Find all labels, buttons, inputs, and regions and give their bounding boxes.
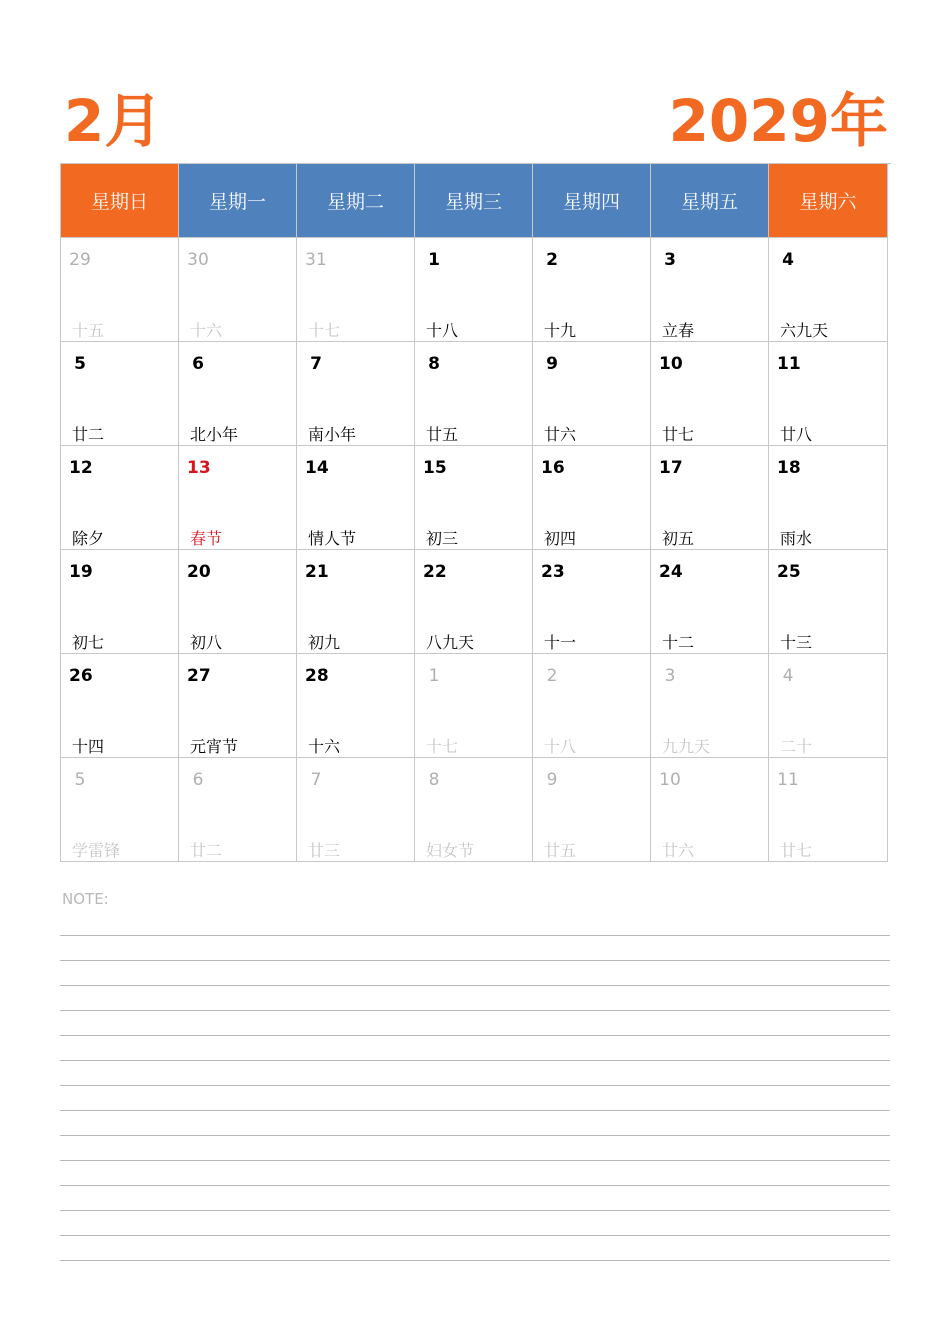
- calendar-week-row: [61, 654, 891, 758]
- day-number: 17: [659, 458, 683, 478]
- day-number: 20: [187, 562, 211, 582]
- day-cell[interactable]: [769, 238, 888, 342]
- day-cell[interactable]: [297, 654, 415, 758]
- lunar-date-label: 元宵节: [190, 737, 239, 756]
- year-title: 2029年: [668, 87, 888, 155]
- note-line: [60, 1086, 890, 1111]
- lunar-date-label: 廿五: [426, 425, 459, 444]
- lunar-date-label: 初九: [308, 633, 341, 652]
- day-number: 8: [428, 770, 440, 790]
- weekday-header-thursday: 星期四: [533, 164, 651, 238]
- note-line: [60, 1011, 890, 1036]
- day-cell[interactable]: [61, 446, 179, 550]
- day-number: 13: [187, 458, 211, 478]
- lunar-date-label: 八九天: [426, 633, 475, 652]
- lunar-date-label: 廿八: [780, 425, 813, 444]
- lunar-date-label: 立春: [662, 321, 695, 340]
- lunar-date-label: 九九天: [662, 737, 711, 756]
- lunar-date-label: 学雷锋: [72, 841, 121, 860]
- day-number: 3: [664, 250, 676, 270]
- day-cell[interactable]: [179, 654, 297, 758]
- lunar-date-label: 初八: [190, 633, 223, 652]
- day-number: 1: [428, 666, 440, 686]
- note-label: NOTE:: [62, 890, 109, 908]
- calendar-week-row: [61, 342, 891, 446]
- day-number: 5: [74, 770, 86, 790]
- day-cell[interactable]: [769, 550, 888, 654]
- day-cell[interactable]: [533, 342, 651, 446]
- day-number: 14: [305, 458, 329, 478]
- day-number: 12: [69, 458, 93, 478]
- day-cell[interactable]: [61, 342, 179, 446]
- lunar-date-label: 廿七: [662, 425, 695, 444]
- lunar-date-label: 廿三: [308, 841, 341, 860]
- day-cell-adjacent-month[interactable]: [179, 238, 297, 342]
- day-cell[interactable]: [533, 446, 651, 550]
- note-line: [60, 1061, 890, 1086]
- day-cell-adjacent-month[interactable]: [651, 654, 769, 758]
- day-cell[interactable]: [297, 550, 415, 654]
- day-number: 24: [659, 562, 683, 582]
- calendar-grid: [60, 163, 891, 862]
- day-number: 10: [659, 354, 683, 374]
- lunar-date-label: 二十: [780, 737, 813, 756]
- day-number: 7: [310, 770, 322, 790]
- lunar-date-label: 妇女节: [426, 841, 475, 860]
- day-cell-adjacent-month[interactable]: [533, 758, 651, 862]
- lunar-date-label: 十八: [426, 321, 459, 340]
- day-number: 11: [777, 770, 799, 790]
- day-cell[interactable]: [651, 446, 769, 550]
- day-number: 6: [192, 770, 204, 790]
- day-number: 31: [305, 250, 327, 270]
- weekday-header-friday: 星期五: [651, 164, 769, 238]
- day-number: 19: [69, 562, 93, 582]
- day-number: 16: [541, 458, 565, 478]
- day-number: 25: [777, 562, 801, 582]
- day-cell[interactable]: [769, 342, 888, 446]
- calendar-weeks: [61, 238, 891, 862]
- day-number: 29: [69, 250, 91, 270]
- note-lines[interactable]: [60, 911, 890, 1261]
- lunar-date-label: 十七: [308, 321, 341, 340]
- day-cell-adjacent-month[interactable]: [415, 758, 533, 862]
- day-cell-adjacent-month[interactable]: [297, 238, 415, 342]
- lunar-date-label: 十六: [190, 321, 223, 340]
- day-cell-adjacent-month[interactable]: [61, 758, 179, 862]
- lunar-date-label: 北小年: [190, 425, 239, 444]
- day-number: 23: [541, 562, 565, 582]
- day-number: 4: [782, 666, 794, 686]
- note-line: [60, 1111, 890, 1136]
- lunar-date-label: 十七: [426, 737, 459, 756]
- day-cell[interactable]: [179, 446, 297, 550]
- day-number: 1: [428, 250, 440, 270]
- lunar-date-label: 廿二: [72, 425, 105, 444]
- day-cell[interactable]: [415, 446, 533, 550]
- day-number: 7: [310, 354, 322, 374]
- day-number: 2: [546, 250, 558, 270]
- day-cell[interactable]: [415, 342, 533, 446]
- day-number: 22: [423, 562, 447, 582]
- lunar-date-label: 除夕: [72, 529, 105, 548]
- calendar-week-row: [61, 550, 891, 654]
- note-line: [60, 1186, 890, 1211]
- lunar-date-label: 廿七: [780, 841, 813, 860]
- day-cell-adjacent-month[interactable]: [533, 654, 651, 758]
- day-cell[interactable]: [297, 342, 415, 446]
- day-number: 10: [659, 770, 681, 790]
- lunar-date-label: 初七: [72, 633, 105, 652]
- day-cell-adjacent-month[interactable]: [769, 758, 888, 862]
- day-cell[interactable]: [651, 238, 769, 342]
- day-cell[interactable]: [179, 550, 297, 654]
- day-cell[interactable]: [415, 550, 533, 654]
- calendar-week-row: [61, 758, 891, 862]
- note-line: [60, 986, 890, 1011]
- day-number: 11: [777, 354, 801, 374]
- day-cell-adjacent-month[interactable]: [415, 654, 533, 758]
- weekday-header-row: [61, 164, 891, 238]
- calendar-week-row: [61, 238, 891, 342]
- lunar-date-label: 雨水: [780, 529, 813, 548]
- day-cell[interactable]: [179, 342, 297, 446]
- day-cell[interactable]: [297, 446, 415, 550]
- day-number: 28: [305, 666, 329, 686]
- lunar-date-label: 十八: [544, 737, 577, 756]
- lunar-date-label: 廿六: [544, 425, 577, 444]
- note-line: [60, 961, 890, 986]
- lunar-date-label: 十六: [308, 737, 341, 756]
- day-cell-adjacent-month[interactable]: [297, 758, 415, 862]
- note-line: [60, 1036, 890, 1061]
- note-line: [60, 1161, 890, 1186]
- month-title: 2月: [64, 87, 163, 155]
- day-cell-adjacent-month[interactable]: [651, 758, 769, 862]
- day-number: 30: [187, 250, 209, 270]
- day-cell[interactable]: [651, 550, 769, 654]
- day-cell-adjacent-month[interactable]: [61, 238, 179, 342]
- day-cell[interactable]: [61, 550, 179, 654]
- note-line: [60, 911, 890, 936]
- lunar-date-label: 初三: [426, 529, 459, 548]
- day-number: 9: [546, 770, 558, 790]
- day-cell[interactable]: [533, 550, 651, 654]
- day-cell[interactable]: [651, 342, 769, 446]
- lunar-date-label: 十一: [544, 633, 577, 652]
- weekday-header-wednesday: 星期三: [415, 164, 533, 238]
- day-cell[interactable]: [415, 238, 533, 342]
- lunar-date-label: 六九天: [780, 321, 829, 340]
- lunar-date-label: 初五: [662, 529, 695, 548]
- day-number: 26: [69, 666, 93, 686]
- lunar-date-label: 十四: [72, 737, 105, 756]
- day-number: 5: [74, 354, 86, 374]
- day-number: 18: [777, 458, 801, 478]
- lunar-date-label: 廿六: [662, 841, 695, 860]
- day-cell-adjacent-month[interactable]: [769, 654, 888, 758]
- day-number: 8: [428, 354, 440, 374]
- lunar-date-label: 初四: [544, 529, 577, 548]
- day-cell-adjacent-month[interactable]: [179, 758, 297, 862]
- lunar-date-label: 春节: [190, 529, 223, 548]
- calendar-week-row: [61, 446, 891, 550]
- weekday-header-monday: 星期一: [179, 164, 297, 238]
- day-number: 4: [782, 250, 794, 270]
- day-number: 21: [305, 562, 329, 582]
- day-number: 3: [664, 666, 676, 686]
- note-line: [60, 1136, 890, 1161]
- day-cell[interactable]: [533, 238, 651, 342]
- lunar-date-label: 十五: [72, 321, 105, 340]
- day-number: 9: [546, 354, 558, 374]
- day-number: 15: [423, 458, 447, 478]
- day-cell[interactable]: [769, 446, 888, 550]
- day-number: 6: [192, 354, 204, 374]
- note-line: [60, 1211, 890, 1236]
- lunar-date-label: 十二: [662, 633, 695, 652]
- note-line: [60, 1236, 890, 1261]
- lunar-date-label: 十九: [544, 321, 577, 340]
- lunar-date-label: 南小年: [308, 425, 357, 444]
- weekday-header-saturday: 星期六: [769, 164, 888, 238]
- lunar-date-label: 廿二: [190, 841, 223, 860]
- lunar-date-label: 十三: [780, 633, 813, 652]
- day-cell[interactable]: [61, 654, 179, 758]
- note-line: [60, 936, 890, 961]
- weekday-header-sunday: 星期日: [61, 164, 179, 238]
- weekday-header-tuesday: 星期二: [297, 164, 415, 238]
- day-number: 2: [546, 666, 558, 686]
- lunar-date-label: 情人节: [308, 529, 357, 548]
- day-number: 27: [187, 666, 211, 686]
- lunar-date-label: 廿五: [544, 841, 577, 860]
